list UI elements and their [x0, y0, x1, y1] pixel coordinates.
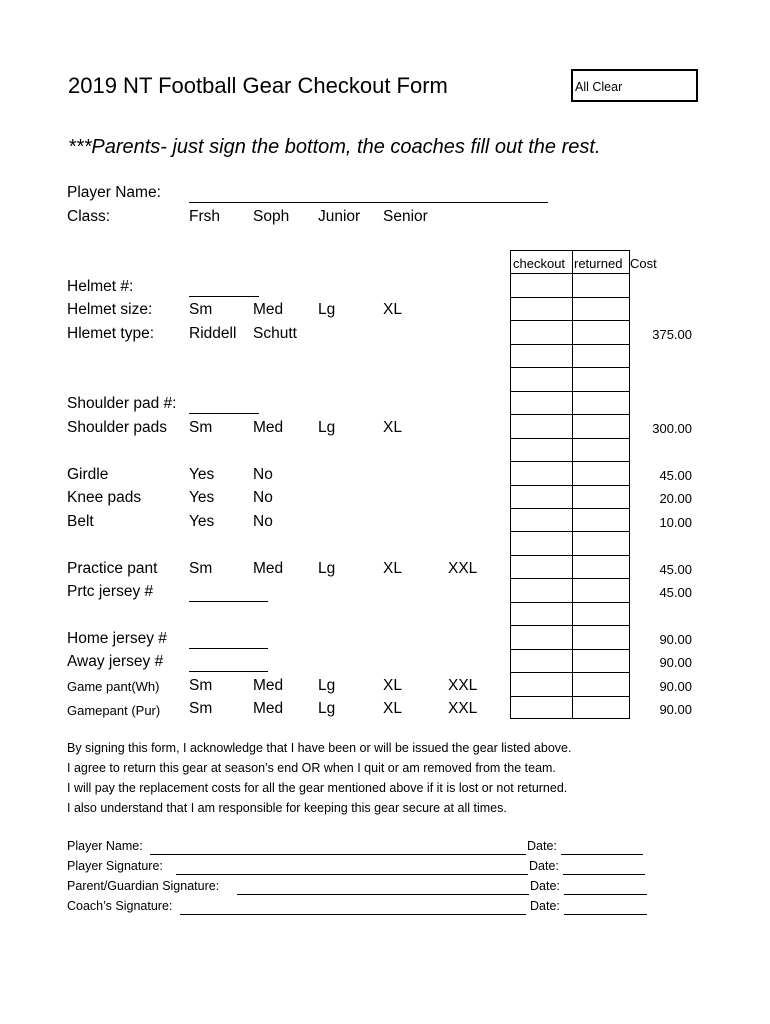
acknowledgement-line: I agree to return this gear at season’s end OR when I quit or am removed from the team.: [67, 761, 556, 775]
belt-label: Belt: [67, 513, 94, 530]
shoulder-pad-number-label: Shoulder pad #:: [67, 395, 177, 412]
sig-coach-date-label: Date:: [530, 899, 560, 913]
game-pant-white-xxl[interactable]: XXL: [448, 677, 478, 694]
shoulder-pads-med[interactable]: Med: [253, 419, 284, 436]
knee-pads-no[interactable]: No: [253, 489, 273, 506]
game-pant-purple-lg[interactable]: Lg: [318, 700, 336, 717]
helmet-cost: 375.00: [652, 327, 692, 342]
class-option-frsh[interactable]: Frsh: [189, 208, 220, 225]
practice-pant-lg[interactable]: Lg: [318, 560, 336, 577]
shoulder-pads-lg[interactable]: Lg: [318, 419, 336, 436]
helmet-size-sm[interactable]: Sm: [189, 301, 213, 318]
shoulder-pads-sm[interactable]: Sm: [189, 419, 213, 436]
shoulder-pad-number-blank[interactable]: [189, 412, 259, 414]
sig-player-name-label: Player Name:: [67, 839, 143, 853]
game-pant-purple-sm[interactable]: Sm: [189, 700, 213, 717]
acknowledgement-line: I also understand that I am responsible for keeping this gear secure at all times.: [67, 801, 507, 815]
status-box: All Clear: [571, 69, 698, 102]
game-pant-white-med[interactable]: Med: [253, 677, 284, 694]
practice-pant-sm[interactable]: Sm: [189, 560, 213, 577]
helmet-size-lg[interactable]: Lg: [318, 301, 336, 318]
game-pant-white-xl[interactable]: XL: [383, 677, 402, 694]
sig-player-name-blank[interactable]: [150, 853, 526, 855]
sig-player-signature-label: Player Signature:: [67, 859, 163, 873]
sig-parent-label: Parent/Guardian Signature:: [67, 879, 220, 893]
checkout-header: checkout: [513, 256, 566, 271]
sig-player-signature-blank[interactable]: [176, 873, 528, 875]
parents-instruction: ***Parents- just sign the bottom, the coaches fill out the rest.: [68, 136, 601, 158]
home-jersey-label: Home jersey #: [67, 630, 167, 647]
girdle-cost: 45.00: [659, 468, 692, 483]
cost-header: Cost: [630, 256, 657, 271]
game-pant-white-cost: 90.00: [659, 679, 692, 694]
helmet-number-label: Helmet #:: [67, 278, 134, 295]
belt-no[interactable]: No: [253, 513, 273, 530]
acknowledgement-line: I will pay the replacement costs for all the gear mentioned above if it is lost or not returned.: [67, 781, 568, 795]
sig-parent-date-blank[interactable]: [564, 893, 647, 895]
girdle-label: Girdle: [67, 466, 109, 483]
away-jersey-cost: 90.00: [659, 655, 692, 670]
player-name-label: Player Name:: [67, 184, 161, 201]
returned-header: returned: [574, 256, 623, 271]
helmet-size-label: Helmet size:: [67, 301, 153, 318]
practice-jersey-label: Prtc jersey #: [67, 583, 154, 600]
checkout-grid: [510, 250, 630, 719]
game-pant-purple-xl[interactable]: XL: [383, 700, 402, 717]
helmet-size-med[interactable]: Med: [253, 301, 284, 318]
practice-pant-med[interactable]: Med: [253, 560, 284, 577]
helmet-type-schutt[interactable]: Schutt: [253, 325, 297, 342]
away-jersey-blank[interactable]: [189, 670, 268, 672]
form-title: 2019 NT Football Gear Checkout Form: [68, 73, 448, 98]
sig-player-signature-date-label: Date:: [529, 859, 559, 873]
game-pant-white-label: Game pant(Wh): [67, 679, 160, 694]
class-option-junior[interactable]: Junior: [318, 208, 361, 225]
class-option-soph[interactable]: Soph: [253, 208, 290, 225]
player-name-blank[interactable]: [189, 201, 548, 203]
sig-coach-date-blank[interactable]: [564, 913, 647, 915]
girdle-yes[interactable]: Yes: [189, 466, 215, 483]
girdle-no[interactable]: No: [253, 466, 273, 483]
home-jersey-blank[interactable]: [189, 647, 268, 649]
acknowledgement-line: By signing this form, I acknowledge that I have been or will be issued the gear listed above.: [67, 741, 572, 755]
helmet-number-blank[interactable]: [189, 295, 259, 297]
practice-pant-cost: 45.00: [659, 562, 692, 577]
shoulder-pads-cost: 300.00: [652, 421, 692, 436]
practice-jersey-cost: 45.00: [659, 585, 692, 600]
class-label: Class:: [67, 208, 111, 225]
belt-yes[interactable]: Yes: [189, 513, 215, 530]
class-option-senior[interactable]: Senior: [383, 208, 428, 225]
practice-jersey-blank[interactable]: [189, 600, 268, 602]
sig-coach-blank[interactable]: [180, 913, 526, 915]
game-pant-white-sm[interactable]: Sm: [189, 677, 213, 694]
helmet-type-riddell[interactable]: Riddell: [189, 325, 237, 342]
acknowledgement-text: [67, 738, 571, 818]
practice-pant-label: Practice pant: [67, 560, 158, 577]
game-pant-purple-label: Gamepant (Pur): [67, 703, 161, 718]
game-pant-white-lg[interactable]: Lg: [318, 677, 336, 694]
knee-pads-yes[interactable]: Yes: [189, 489, 215, 506]
knee-pads-cost: 20.00: [659, 491, 692, 506]
helmet-size-xl[interactable]: XL: [383, 301, 402, 318]
practice-pant-xl[interactable]: XL: [383, 560, 402, 577]
game-pant-purple-xxl[interactable]: XXL: [448, 700, 478, 717]
helmet-type-label: Hlemet type:: [67, 325, 155, 342]
sig-parent-blank[interactable]: [237, 893, 529, 895]
sig-coach-label: Coach’s Signature:: [67, 899, 173, 913]
game-pant-purple-med[interactable]: Med: [253, 700, 284, 717]
sig-player-name-date-label: Date:: [527, 839, 557, 853]
belt-cost: 10.00: [659, 515, 692, 530]
away-jersey-label: Away jersey #: [67, 653, 164, 670]
practice-pant-xxl[interactable]: XXL: [448, 560, 478, 577]
sig-player-name-date-blank[interactable]: [561, 853, 643, 855]
shoulder-pads-label: Shoulder pads: [67, 419, 167, 436]
shoulder-pads-xl[interactable]: XL: [383, 419, 402, 436]
sig-player-signature-date-blank[interactable]: [563, 873, 645, 875]
game-pant-purple-cost: 90.00: [659, 702, 692, 717]
sig-parent-date-label: Date:: [530, 879, 560, 893]
knee-pads-label: Knee pads: [67, 489, 142, 506]
home-jersey-cost: 90.00: [659, 632, 692, 647]
